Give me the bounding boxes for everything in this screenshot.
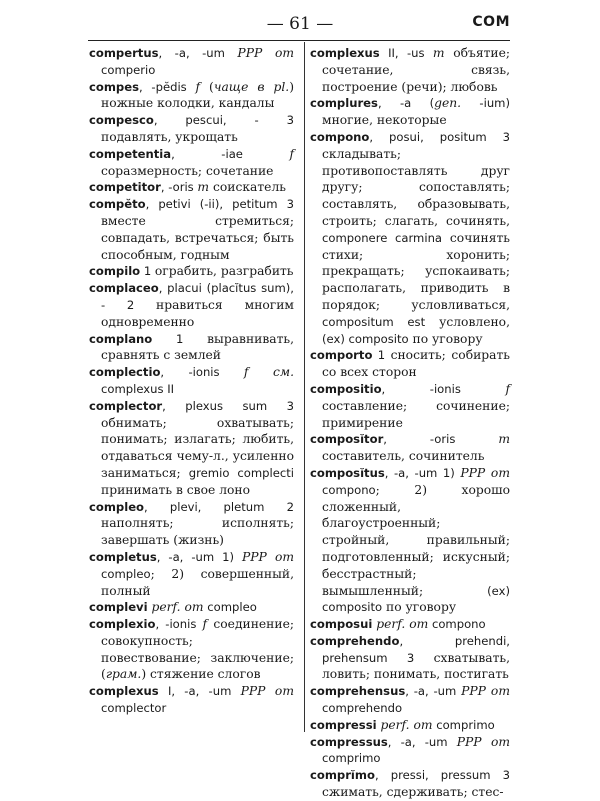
entry-text: 1 bbox=[152, 331, 208, 346]
entry-text: , -a, -um bbox=[158, 46, 238, 60]
entry-text: соединение; совокупность; повествование; заключение; ( bbox=[101, 617, 294, 682]
entry-text: f см. bbox=[243, 365, 294, 380]
dictionary-entry bbox=[310, 129, 510, 347]
dictionary-entry bbox=[89, 364, 294, 398]
entry-headword: compleo bbox=[89, 499, 145, 514]
dictionary-entry bbox=[310, 683, 510, 717]
entry-text: PPP от bbox=[456, 734, 511, 749]
dictionary-entry bbox=[310, 381, 510, 431]
dictionary-entry bbox=[89, 599, 294, 616]
entry-text: gremio complecti bbox=[188, 465, 294, 480]
dictionary-entry bbox=[310, 734, 510, 768]
entry-text: f bbox=[505, 381, 510, 396]
entry-headword: composui bbox=[310, 617, 373, 632]
page-header bbox=[90, 14, 510, 36]
entry-text: perf. от bbox=[380, 717, 433, 732]
column-divider bbox=[304, 42, 305, 732]
dictionary-entry bbox=[310, 347, 510, 381]
dictionary-entry bbox=[89, 331, 294, 365]
dictionary-entry bbox=[89, 616, 294, 683]
entry-text: сносить; собирать со всех сторон bbox=[322, 348, 510, 380]
entry-text: PPP от bbox=[237, 46, 295, 60]
entry-text: сжимать, сдерживать; стес- bbox=[322, 785, 504, 800]
entry-headword: complectio bbox=[89, 365, 161, 380]
entry-text: f bbox=[195, 79, 201, 94]
entry-headword: comprĭmo bbox=[310, 768, 375, 783]
entry-text: объятие; сочетание, связь, построение (речи); любовь bbox=[322, 46, 511, 94]
entry-text: , -ionis bbox=[160, 365, 244, 380]
entry-text: обнимать; охватывать; понимать; излагать; любить, отдаваться чему-л., усиленно заниматься; bbox=[101, 415, 294, 480]
entry-text: , -ionis bbox=[155, 617, 203, 632]
entry-text: , -pĕdis bbox=[138, 79, 196, 94]
dictionary-entry bbox=[89, 112, 294, 146]
dictionary-entry bbox=[89, 398, 294, 499]
entry-text: выравнивать, сравнять с землей bbox=[101, 331, 294, 363]
entry-text: составление; сочинение; примирение bbox=[322, 398, 510, 430]
entry-headword: compositio bbox=[310, 381, 382, 396]
entry-headword: competentia bbox=[89, 146, 172, 161]
dictionary-entry bbox=[89, 499, 294, 549]
entry-headword: compilo bbox=[89, 264, 141, 279]
entry-headword: comporto bbox=[310, 348, 373, 363]
entry-text: ; 2) совершенный, полный bbox=[101, 566, 294, 598]
dictionary-entry bbox=[89, 179, 294, 196]
entry-headword: compertus bbox=[89, 46, 159, 60]
right-column bbox=[310, 45, 510, 801]
entry-text: , -iae bbox=[171, 146, 290, 161]
entry-headword: compĕto bbox=[89, 197, 146, 212]
entry-headword: competitor bbox=[89, 180, 161, 195]
dictionary-entry bbox=[89, 683, 294, 717]
entry-headword: complexus bbox=[89, 684, 159, 699]
entry-text: complector bbox=[101, 701, 167, 716]
dictionary-entry bbox=[89, 146, 294, 180]
entry-text: ) ножные колодки, кандалы bbox=[101, 79, 294, 111]
entry-headword: complures bbox=[310, 96, 378, 111]
dictionary-entry bbox=[89, 549, 294, 599]
entry-text: II, -us bbox=[379, 46, 433, 60]
entry-text: , prehendi, prehensum 3 bbox=[322, 633, 510, 665]
entry-headword: composĭtor bbox=[310, 432, 384, 447]
entry-text: ) стяжение слогов bbox=[141, 667, 261, 682]
entry-headword: complaceo bbox=[89, 281, 159, 296]
entry-headword: complano bbox=[89, 331, 153, 346]
dictionary-entry bbox=[310, 767, 510, 801]
dictionary-entry bbox=[310, 616, 510, 633]
entry-text: perf. от bbox=[151, 600, 204, 615]
entry-text: по уговору bbox=[382, 600, 457, 615]
entry-text: compono bbox=[322, 482, 376, 497]
entry-text: , plevi, pletum 2 bbox=[144, 499, 294, 514]
dictionary-entry bbox=[89, 45, 294, 79]
entry-headword: compesco bbox=[89, 113, 154, 128]
entry-text: comperio bbox=[101, 62, 156, 77]
entry-text: , petivi (-ii), petitum 3 bbox=[145, 197, 294, 212]
entry-text: f bbox=[202, 617, 208, 632]
header-rule bbox=[88, 40, 510, 41]
entry-text: соискатель bbox=[209, 180, 286, 195]
entry-text: PPP от bbox=[460, 465, 511, 480]
dictionary-entry bbox=[89, 263, 294, 280]
entry-text: m bbox=[498, 432, 510, 447]
entry-headword: compressus bbox=[310, 734, 388, 749]
entry-text: 1 bbox=[372, 348, 391, 363]
left-column bbox=[89, 45, 294, 717]
dictionary-entry bbox=[310, 717, 510, 734]
entry-text: , -oris bbox=[160, 180, 198, 195]
dictionary-entry bbox=[310, 95, 510, 129]
entry-text: принимать в свое лоно bbox=[101, 482, 251, 497]
running-head: COM bbox=[472, 14, 510, 30]
entry-headword: composĭtus bbox=[310, 465, 385, 480]
entry-text: componere carmina bbox=[322, 230, 443, 245]
entry-headword: complector bbox=[89, 398, 163, 413]
entry-headword: compes bbox=[89, 79, 139, 94]
entry-text: ; 2) хорошо сложенный, благоустроенный; стройный, правильный; подготовленный; искусный; бесстрастный; вымышленный; bbox=[322, 482, 510, 598]
entry-text: по уговору bbox=[408, 331, 483, 346]
entry-text: нравиться многим одновременно bbox=[101, 297, 294, 329]
dictionary-entry bbox=[89, 196, 294, 263]
entry-headword: complevi bbox=[89, 600, 148, 615]
entry-text: comprimo bbox=[322, 751, 381, 766]
entry-headword: compono bbox=[310, 129, 370, 144]
entry-text: PPP от bbox=[240, 684, 294, 699]
entry-text: PPP от bbox=[461, 684, 510, 699]
entry-text: comprehendo bbox=[322, 701, 403, 716]
entry-text: условлено, bbox=[425, 314, 510, 329]
entry-text: подавлять, укрощать bbox=[101, 129, 238, 144]
entry-text: , -a, -um bbox=[405, 684, 462, 699]
entry-text: соразмерность; сочетание bbox=[101, 163, 274, 178]
entry-text: складывать; противопоставлять друг другу; сопоставлять; составлять, образовывать, строить; слагать, сочинять, bbox=[322, 146, 510, 228]
entry-text: вместе стремиться; совпадать, встречаться; быть способным, годным bbox=[101, 213, 294, 262]
entry-headword: complexus bbox=[310, 46, 380, 60]
entry-text: наполнять; исполнять; завершать (жизнь) bbox=[101, 516, 294, 548]
entry-text: compositum est bbox=[322, 314, 426, 329]
entry-headword: comprehensus bbox=[310, 684, 406, 699]
entry-text: compleo bbox=[101, 566, 151, 581]
dictionary-entry bbox=[310, 431, 510, 465]
entry-text: , -a, -um 1) bbox=[156, 549, 242, 564]
entry-text: gen. bbox=[434, 96, 462, 111]
entry-text: I, -a, -um bbox=[158, 684, 241, 699]
page-number: — 61 — bbox=[266, 14, 334, 34]
entry-text: , posui, positum 3 bbox=[369, 129, 510, 144]
entry-text: ограбить, разграбить bbox=[154, 264, 294, 279]
entry-text: , -a, -um 1) bbox=[384, 465, 461, 480]
entry-text: compleo bbox=[203, 600, 257, 615]
entry-text: , placui (placĭtus sum), - 2 bbox=[101, 281, 294, 312]
entry-text: compono bbox=[428, 617, 486, 632]
entry-headword: completus bbox=[89, 549, 157, 564]
entry-headword: complexio bbox=[89, 617, 156, 632]
entry-headword: comprehendo bbox=[310, 633, 400, 648]
entry-text: , plexus sum 3 bbox=[162, 398, 294, 413]
dictionary-entry bbox=[310, 45, 510, 95]
entry-text: complexus II bbox=[101, 381, 175, 396]
entry-text: ( bbox=[200, 79, 214, 94]
entry-text: (ex) composito bbox=[322, 331, 409, 346]
entry-text: составитель, сочинитель bbox=[322, 449, 485, 464]
dictionary-entry bbox=[89, 79, 294, 113]
entry-text: comprimo bbox=[432, 717, 495, 732]
entry-text: , pescui, - 3 bbox=[153, 113, 294, 128]
entry-text: m bbox=[197, 180, 210, 195]
entry-text: грам. bbox=[105, 667, 142, 682]
entry-text: f bbox=[289, 146, 294, 161]
entry-text: , pressi, pressum 3 bbox=[374, 768, 510, 783]
entry-text: чаще в pl. bbox=[213, 79, 290, 94]
dictionary-entry bbox=[310, 633, 510, 683]
entry-text: 1 bbox=[140, 264, 155, 279]
entry-text: (ex) composito bbox=[322, 583, 510, 615]
entry-text: , -ionis bbox=[381, 381, 506, 396]
entry-text: , -oris bbox=[383, 432, 499, 447]
entry-text: многие, некоторые bbox=[322, 113, 447, 128]
entry-text: схватывать, ловить; понимать, постигать bbox=[322, 650, 510, 682]
entry-text: PPP от bbox=[241, 549, 295, 564]
entry-text: -ium) bbox=[461, 96, 510, 111]
entry-text: , -a, -um bbox=[387, 734, 457, 749]
dictionary-entry bbox=[310, 465, 510, 616]
entry-text: perf. от bbox=[376, 617, 429, 632]
dictionary-entry bbox=[89, 280, 294, 330]
entry-text: , -a ( bbox=[377, 96, 435, 111]
entry-headword: compressi bbox=[310, 717, 377, 732]
entry-text: m bbox=[432, 46, 445, 60]
entry-text: сочинять стихи; хоронить; прекращать; успокаивать; располагать, приводить в порядок; условливаться, bbox=[322, 230, 510, 312]
